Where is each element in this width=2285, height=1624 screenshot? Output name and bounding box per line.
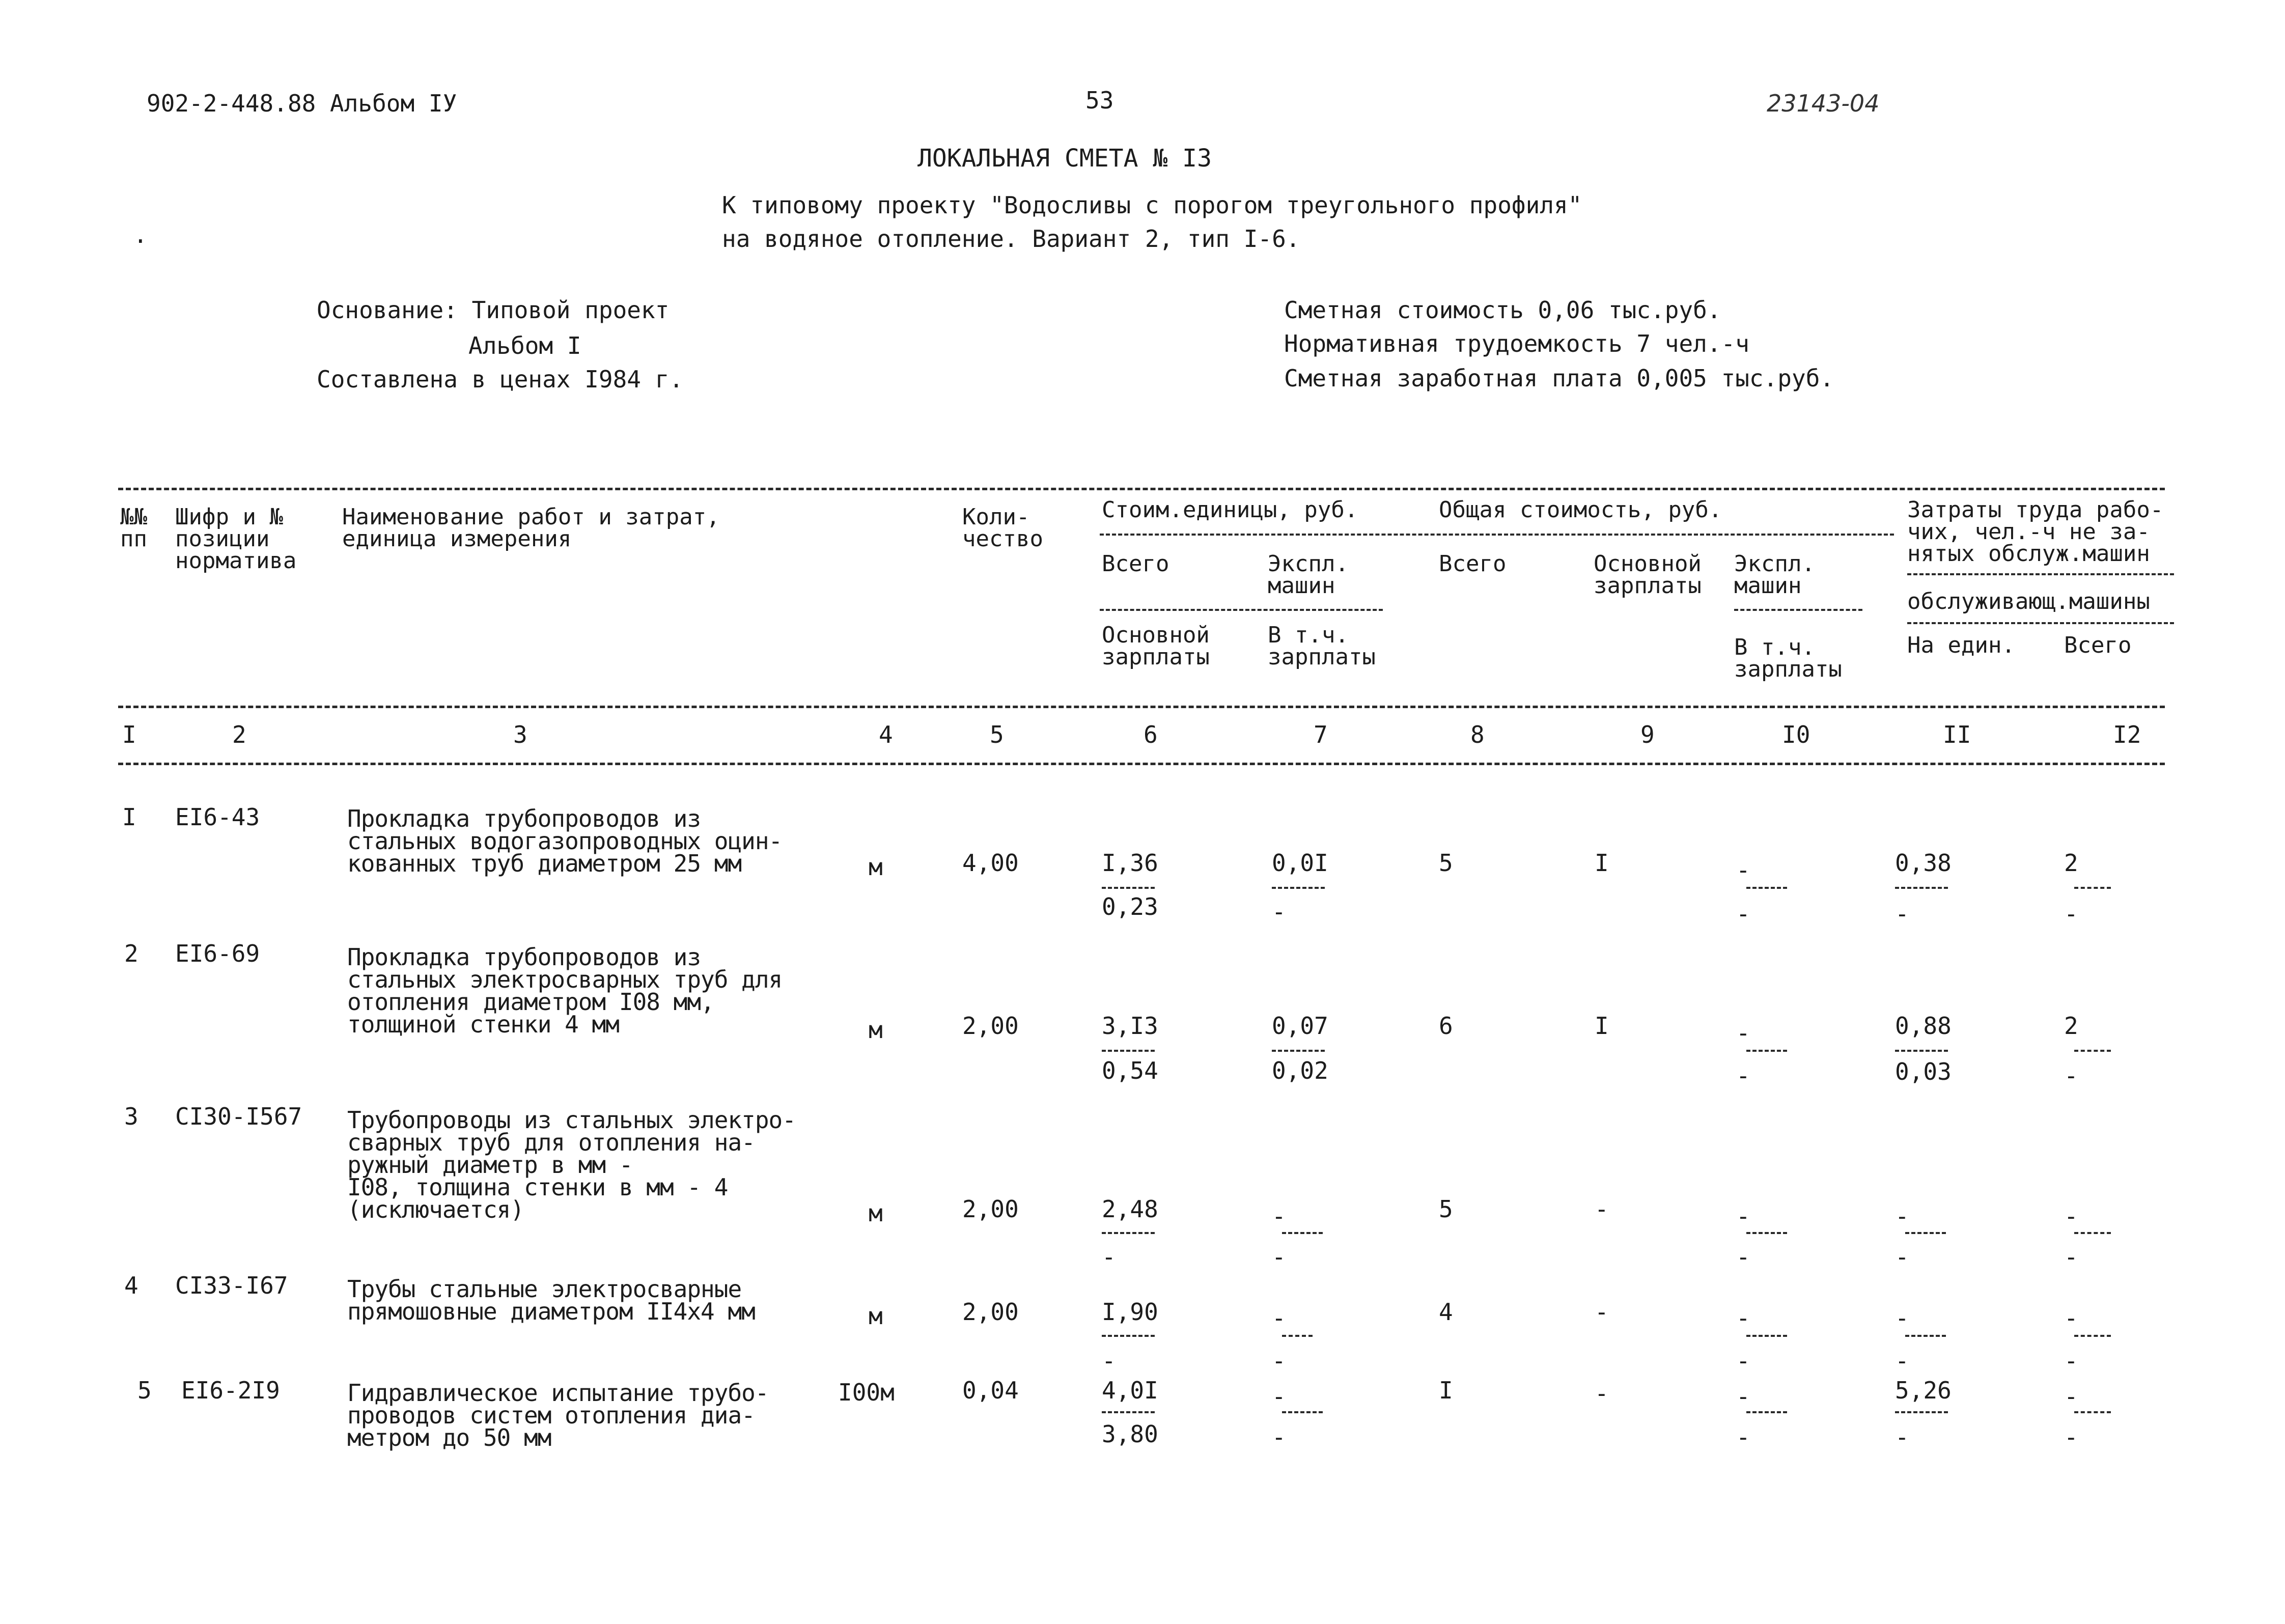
fraction-rule xyxy=(1746,1232,1787,1234)
table-top-rule xyxy=(118,488,2165,490)
header-total-wages: Основной зарплаты xyxy=(1594,551,1702,599)
row-total: 5 xyxy=(1439,1195,1453,1223)
row-unit-cost: I,90 xyxy=(1102,1298,1158,1326)
col-number-11: II xyxy=(1943,721,1971,748)
row-unit-cost: I,36 xyxy=(1102,849,1158,877)
row-total-machines: - xyxy=(1736,1202,1750,1230)
row-total: I xyxy=(1439,1377,1453,1404)
row-num: I xyxy=(122,803,136,831)
header-unit-machines: Экспл. машин xyxy=(1268,551,1349,599)
fraction-rule xyxy=(1282,1232,1323,1234)
row-qty: 2,00 xyxy=(962,1195,1019,1223)
row-labor-unit: 0,38 xyxy=(1895,849,1952,877)
summary-labor: Нормативная трудоемкость 7 чел.-ч xyxy=(1284,330,1749,357)
col-number-6: 6 xyxy=(1144,721,1158,748)
subtitle-line-2: на водяное отопление. Вариант 2, тип I-6. xyxy=(722,225,1300,253)
row-name: Прокладка трубопроводов из стальных водогазопроводных оцин- кованных труб диаметром 25 мм xyxy=(347,805,783,877)
col-number-5: 5 xyxy=(990,721,1004,748)
row-unit: м xyxy=(869,1302,883,1330)
header-col-num: №№ пп xyxy=(120,504,147,552)
header-total-all: Всего xyxy=(1439,551,1507,577)
row-qty: 4,00 xyxy=(962,849,1019,877)
row-unit: м xyxy=(869,1016,883,1044)
header-labor-per-unit: На един. xyxy=(1907,632,2015,658)
row-total-wages: - xyxy=(1595,1195,1609,1223)
fraction-rule xyxy=(2074,887,2111,889)
row-num: 4 xyxy=(124,1272,138,1299)
fraction-rule xyxy=(1102,1335,1155,1337)
row-labor-unit: 0,88 xyxy=(1895,1012,1952,1040)
row-unit-wages: 3,80 xyxy=(1102,1420,1158,1448)
row-code: EI6-43 xyxy=(175,803,260,831)
document-code: 902-2-448.88 Альбом IУ xyxy=(147,90,457,117)
header-col-qty: Коли- чество xyxy=(962,504,1043,552)
row-unit-cost: 3,I3 xyxy=(1102,1012,1158,1040)
header-total-machines: Экспл. машин xyxy=(1734,551,1815,599)
row-labor-total: - xyxy=(2064,1304,2078,1332)
header-col-name: Наименование работ и затрат, единица измерения xyxy=(342,504,720,552)
basis-line-3: Составлена в ценах I984 г. xyxy=(317,366,684,393)
row-code: CI30-I567 xyxy=(175,1103,302,1130)
row-code: CI33-I67 xyxy=(175,1272,288,1299)
header-unit-cost-rule xyxy=(1100,534,1894,536)
fraction-rule xyxy=(1895,1411,1948,1413)
row-unit-machine-wages: 0,02 xyxy=(1272,1057,1328,1084)
row-unit-machines: 0,07 xyxy=(1272,1012,1328,1040)
row-total-machines: - xyxy=(1736,1304,1750,1332)
row-labor-unit: - xyxy=(1895,1202,1909,1230)
fraction-rule xyxy=(1102,887,1155,889)
row-total-machine-wages: - xyxy=(1736,1423,1750,1451)
header-unit-sub-rule xyxy=(1100,609,1383,611)
row-qty: 2,00 xyxy=(962,1298,1019,1326)
fraction-rule xyxy=(1282,1411,1323,1413)
row-unit-machine-wages: - xyxy=(1272,898,1286,926)
fraction-rule xyxy=(1102,1232,1155,1234)
row-unit-wages: 0,23 xyxy=(1102,893,1158,920)
col-number-9: 9 xyxy=(1640,721,1655,748)
header-unit-cost: Стоим.единицы, руб. xyxy=(1102,497,1358,523)
fraction-rule xyxy=(2074,1050,2111,1052)
summary-wages: Сметная заработная плата 0,005 тыс.руб. xyxy=(1284,365,1834,392)
row-qty: 0,04 xyxy=(962,1377,1019,1404)
row-total-machine-wages: - xyxy=(1736,1347,1750,1375)
col-number-1: I xyxy=(122,721,136,748)
row-total-wages: I xyxy=(1595,1012,1609,1040)
header-unit-total: Всего xyxy=(1102,551,1169,577)
row-unit-wages: 0,54 xyxy=(1102,1057,1158,1084)
document-title: ЛОКАЛЬНАЯ СМЕТА № I3 xyxy=(917,144,1212,173)
summary-cost: Сметная стоимость 0,06 тыс.руб. xyxy=(1284,296,1721,324)
row-total-machines: - xyxy=(1736,1383,1750,1410)
row-code: EI6-2I9 xyxy=(181,1377,280,1404)
fraction-rule xyxy=(1272,1050,1325,1052)
row-unit-machine-wages: - xyxy=(1272,1423,1286,1451)
header-unit-wages: Основной зарплаты xyxy=(1102,622,1210,670)
row-num: 5 xyxy=(137,1377,152,1404)
row-unit: м xyxy=(869,1199,883,1227)
row-labor-total: 2 xyxy=(2064,1012,2078,1040)
row-total-machine-wages: - xyxy=(1736,900,1750,928)
row-num: 2 xyxy=(124,940,138,967)
row-name: Трубопроводы из стальных электро- сварных труб для отопления на- ружный диаметр в мм - I08, толщина стенки в мм - 4 (исключается) xyxy=(347,1106,796,1223)
row-name: Трубы стальные электросварные прямошовные диаметром II4х4 мм xyxy=(347,1275,755,1325)
fraction-rule xyxy=(1746,1050,1787,1052)
header-machines-sub-rule xyxy=(1734,609,1862,611)
row-labor-total: - xyxy=(2064,1202,2078,1230)
row-labor-total-machines: - xyxy=(2064,1243,2078,1271)
fraction-rule xyxy=(1905,1232,1946,1234)
row-labor-unit-machines: - xyxy=(1895,900,1909,928)
row-total: 5 xyxy=(1439,849,1453,877)
fraction-rule xyxy=(1895,887,1948,889)
row-unit-wages: - xyxy=(1102,1243,1116,1271)
row-qty: 2,00 xyxy=(962,1012,1019,1040)
page-number: 53 xyxy=(1085,87,1114,114)
header-total-machine-wages: В т.ч. зарплаты xyxy=(1734,634,1842,682)
row-labor-unit: - xyxy=(1895,1304,1909,1332)
row-unit-machine-wages: - xyxy=(1272,1243,1286,1271)
row-unit-machines: - xyxy=(1272,1202,1286,1230)
row-unit: м xyxy=(869,853,883,881)
row-total-machine-wages: - xyxy=(1736,1062,1750,1089)
col-number-8: 8 xyxy=(1470,721,1485,748)
row-total-wages: - xyxy=(1595,1380,1609,1407)
header-labor: Затраты труда рабо- чих, чел.-ч не за- нятых обслуж.машин xyxy=(1907,497,2164,567)
row-labor-total-machines: - xyxy=(2064,1423,2078,1451)
col-number-7: 7 xyxy=(1314,721,1328,748)
row-labor-unit-machines: - xyxy=(1895,1347,1909,1375)
header-labor-rule-2 xyxy=(1907,622,2174,624)
fraction-rule xyxy=(2074,1232,2111,1234)
row-unit-cost: 2,48 xyxy=(1102,1195,1158,1223)
row-name: Прокладка трубопроводов из стальных электросварных труб для отопления диаметром I08 мм, толщиной стенки 4 мм xyxy=(347,943,783,1038)
header-labor-machines: обслуживающ.машины xyxy=(1907,589,2150,614)
row-labor-unit: 5,26 xyxy=(1895,1377,1952,1404)
header-total-cost: Общая стоимость, руб. xyxy=(1439,497,1722,523)
col-number-4: 4 xyxy=(879,721,893,748)
fraction-rule xyxy=(1282,1335,1313,1337)
row-unit-machines: - xyxy=(1272,1304,1286,1332)
row-total-machine-wages: - xyxy=(1736,1243,1750,1271)
row-total-machines: - xyxy=(1736,856,1750,884)
fraction-rule xyxy=(1102,1050,1155,1052)
row-labor-unit-machines: - xyxy=(1895,1243,1909,1271)
col-number-12: I2 xyxy=(2113,721,2141,748)
row-total: 4 xyxy=(1439,1298,1453,1326)
fraction-rule xyxy=(1102,1411,1155,1413)
row-unit-cost: 4,0I xyxy=(1102,1377,1158,1404)
header-labor-total: Всего xyxy=(2064,632,2132,658)
header-col-code: Шифр и № позиции норматива xyxy=(175,504,297,574)
row-labor-unit-machines: 0,03 xyxy=(1895,1058,1952,1085)
row-unit-machine-wages: - xyxy=(1272,1347,1286,1375)
fraction-rule xyxy=(1895,1050,1948,1052)
archive-stamp: 23143-04 xyxy=(1767,90,1880,117)
header-labor-rule xyxy=(1907,573,2174,575)
fraction-rule xyxy=(2074,1335,2111,1337)
row-labor-unit-machines: - xyxy=(1895,1423,1909,1451)
row-code: EI6-69 xyxy=(175,940,260,967)
row-labor-total-machines: - xyxy=(2064,1062,2078,1089)
row-total-wages: - xyxy=(1595,1298,1609,1326)
col-number-3: 3 xyxy=(513,721,527,748)
row-unit: I00м xyxy=(838,1379,895,1406)
row-labor-total: 2 xyxy=(2064,849,2078,877)
header-bottom-rule xyxy=(118,706,2165,708)
fraction-rule xyxy=(2074,1411,2111,1413)
row-unit-machines: - xyxy=(1272,1383,1286,1410)
subtitle-line-1: К типовому проекту "Водосливы с порогом треугольного профиля" xyxy=(722,191,1582,219)
row-labor-total: - xyxy=(2064,1383,2078,1410)
fraction-rule xyxy=(1746,1335,1787,1337)
row-labor-total-machines: - xyxy=(2064,900,2078,928)
header-unit-machine-wages: В т.ч. зарплаты xyxy=(1268,622,1376,670)
row-labor-total-machines: - xyxy=(2064,1347,2078,1375)
row-unit-machines: 0,0I xyxy=(1272,849,1328,877)
fraction-rule xyxy=(1272,887,1325,889)
row-name: Гидравлическое испытание трубо- проводов систем отопления диа- метром до 50 мм xyxy=(347,1379,769,1451)
col-number-2: 2 xyxy=(232,721,246,748)
fraction-rule xyxy=(1746,1411,1787,1413)
fraction-rule xyxy=(1746,887,1787,889)
col-number-10: I0 xyxy=(1782,721,1810,748)
basis-line-2: Альбом I xyxy=(468,332,581,359)
basis-line-1: Основание: Типовой проект xyxy=(317,296,670,324)
fraction-rule xyxy=(1905,1335,1946,1337)
row-total-machines: - xyxy=(1736,1019,1750,1047)
row-total: 6 xyxy=(1439,1012,1453,1040)
row-unit-wages: - xyxy=(1102,1347,1116,1375)
col-numbers-bottom-rule xyxy=(118,763,2165,765)
row-total-wages: I xyxy=(1595,849,1609,877)
stray-dot: . xyxy=(133,221,148,248)
row-num: 3 xyxy=(124,1103,138,1130)
